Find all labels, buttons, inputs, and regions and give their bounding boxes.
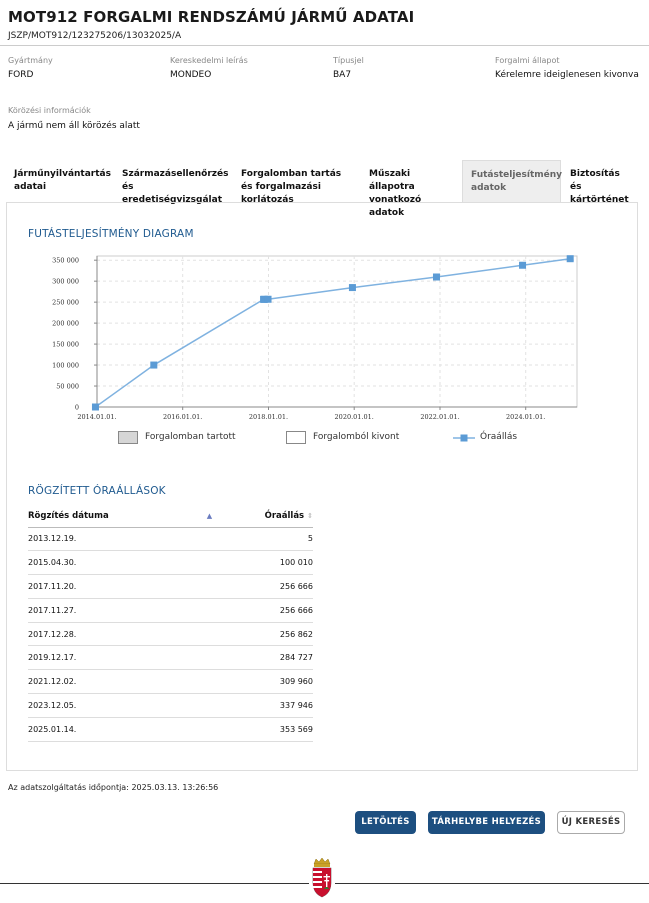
trade-name-label: Kereskedelmi leírás [170, 56, 248, 65]
table-row [28, 575, 313, 599]
record-mileage: 284 727 [254, 646, 313, 670]
y-tick-label: 50 000 [56, 382, 79, 391]
records-body [28, 527, 313, 741]
record-mileage: 100 010 [254, 551, 313, 575]
legend-line-marker [453, 431, 475, 445]
manufacturer-label: Gyártmány [8, 56, 53, 65]
type-label: Típusjel [333, 56, 364, 65]
column-header-mileage[interactable] [254, 505, 313, 527]
x-tick-label: 2024.01.01. [506, 413, 546, 421]
table-row [28, 670, 313, 694]
type-value: BA7 [333, 70, 352, 80]
sort-both-icon: ⇕ [307, 511, 313, 520]
wanted-label: Körözési információk [8, 106, 91, 115]
record-date: 2015.04.30. [28, 551, 254, 575]
tab-insurance[interactable]: Biztosítás és kártörténet [570, 169, 629, 205]
table-row [28, 551, 313, 575]
column-header-label: Rögzítés dátuma [28, 510, 109, 521]
x-tick-label: 2016.01.01. [163, 413, 203, 421]
record-date: 2017.12.28. [28, 622, 254, 646]
tab-mileage[interactable]: Futásteljesítmény adatok [462, 160, 561, 203]
record-mileage: 256 666 [254, 598, 313, 622]
store-button[interactable]: TÁRHELYBE HELYEZÉS [428, 811, 545, 834]
table-header-row [28, 505, 313, 527]
table-row [28, 622, 313, 646]
status-label: Forgalmi állapot [495, 56, 560, 65]
table-row [28, 598, 313, 622]
tab-technical-state[interactable]: Műszaki állapotra vonatkozó adatok [369, 169, 422, 218]
record-date: 2025.01.14. [28, 717, 254, 741]
table-row [28, 527, 313, 551]
records-table [28, 505, 313, 742]
record-date: 2017.11.20. [28, 575, 254, 599]
x-tick-label: 2014.01.01. [77, 413, 117, 421]
tab-origin-check[interactable]: Származásellenőrzés és eredetiségvizsgálat [122, 169, 229, 205]
sort-ascending-icon: ▲ [206, 511, 213, 520]
x-tick-label: 2022.01.01. [420, 413, 460, 421]
x-tick-label: 2020.01.01. [334, 413, 374, 421]
record-date: 2017.11.27. [28, 598, 254, 622]
record-mileage: 353 569 [254, 717, 313, 741]
record-date: 2021.12.02. [28, 670, 254, 694]
record-date: 2023.12.05. [28, 694, 254, 718]
table-row [28, 646, 313, 670]
data-timestamp: Az adatszolgáltatás időpontja: 2025.03.13. 13:26:56 [8, 783, 219, 792]
new-search-button[interactable]: ÚJ KERESÉS [557, 811, 625, 834]
legend-label: Óraállás [480, 432, 518, 442]
legend-swatch-filled [118, 431, 138, 444]
header-divider [0, 45, 649, 46]
legend-label: Forgalomból kivont [313, 432, 400, 442]
tab-circulation[interactable]: Forgalomban tartás és forgalmazási korlátozás [241, 169, 342, 205]
y-tick-label: 250 000 [52, 298, 79, 307]
record-mileage: 309 960 [254, 670, 313, 694]
table-row [28, 694, 313, 718]
record-mileage: 256 666 [254, 575, 313, 599]
y-tick-label: 150 000 [52, 340, 79, 349]
wanted-value: A jármű nem áll körözés alatt [8, 121, 140, 131]
record-mileage: 256 862 [254, 622, 313, 646]
download-button[interactable]: LETÖLTÉS [355, 811, 416, 834]
record-mileage: 5 [254, 527, 313, 551]
column-header-date[interactable] [28, 505, 254, 527]
x-tick-label: 2018.01.01. [248, 413, 289, 421]
record-date: 2019.12.17. [28, 646, 254, 670]
y-tick-label: 300 000 [52, 277, 79, 286]
status-value: Kérelemre ideiglenesen kivonva [495, 70, 639, 80]
chart-title: FUTÁSTELJESÍTMÉNY DIAGRAM [28, 228, 194, 240]
tab-vehicle-registry[interactable]: Járműnyilvántartás adatai [14, 169, 111, 192]
column-header-label: Óraállás [264, 510, 305, 521]
record-mileage: 337 946 [254, 694, 313, 718]
tab-bar [6, 160, 638, 218]
trade-name-value: MONDEO [170, 70, 212, 80]
hungarian-coat-of-arms-icon [309, 855, 335, 899]
record-date: 2013.12.19. [28, 527, 254, 551]
y-tick-label: 100 000 [52, 361, 79, 370]
y-tick-label: 200 000 [52, 319, 79, 328]
table-row [28, 717, 313, 741]
legend-label: Forgalomban tartott [145, 432, 236, 442]
reference-number: JSZP/MOT912/123275206/13032025/A [8, 31, 182, 41]
legend-swatch-empty [286, 431, 306, 444]
y-tick-label: 0 [74, 403, 79, 412]
manufacturer-value: FORD [8, 70, 34, 80]
page-title: MOT912 FORGALMI RENDSZÁMÚ JÁRMŰ ADATAI [8, 8, 415, 26]
records-title: RÖGZÍTETT ÓRAÁLLÁSOK [28, 485, 166, 497]
y-tick-label: 350 000 [52, 256, 79, 265]
